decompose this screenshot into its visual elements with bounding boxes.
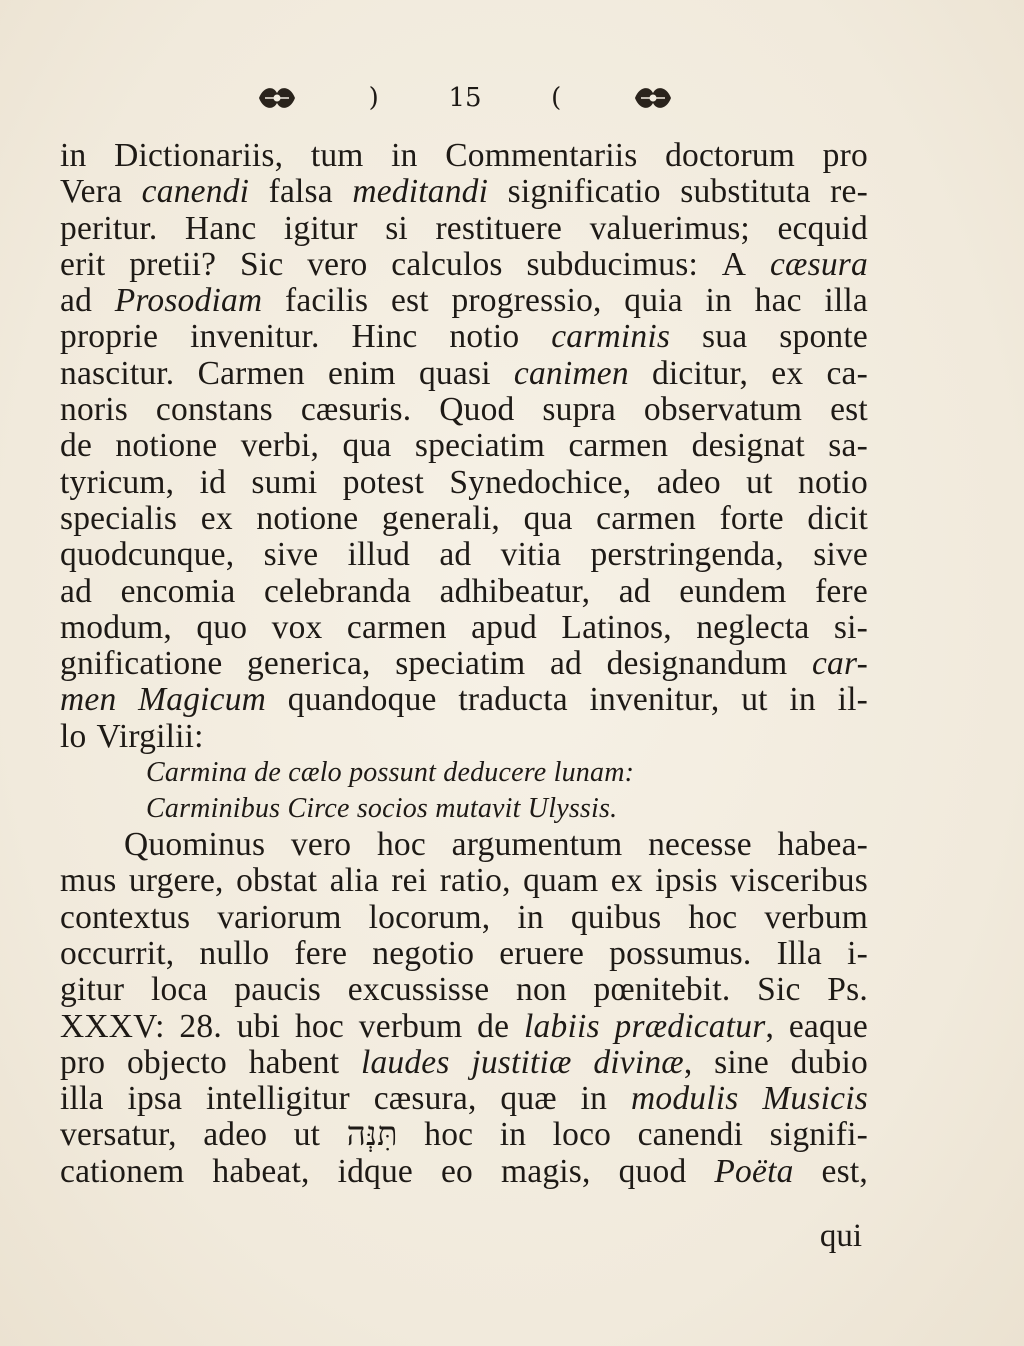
word: ubi [236, 1007, 281, 1045]
word: gitur [60, 971, 125, 1009]
word: i- [847, 934, 868, 972]
word: facilis [285, 282, 369, 320]
word: il- [837, 681, 868, 719]
word: si [385, 209, 408, 247]
word: sive [813, 536, 868, 574]
word: idque [337, 1152, 413, 1190]
word: eruere [499, 934, 585, 972]
word: ad [60, 282, 93, 320]
word: men [60, 681, 117, 719]
word: cæsura [769, 245, 868, 283]
word: carminis [551, 318, 671, 356]
word: Magicum [138, 681, 267, 719]
text-line [60, 574, 868, 610]
word: ad [60, 572, 93, 610]
word: pretii? [129, 245, 217, 283]
word: Poëta [714, 1152, 794, 1190]
word: generica, [246, 645, 371, 683]
word: speciatim [395, 645, 526, 683]
word: visceribus [730, 862, 868, 900]
word: תִּנְּה [346, 1116, 398, 1154]
word: in [705, 282, 732, 320]
word: hoc [294, 1007, 344, 1045]
word: dicitur, [651, 354, 749, 392]
word: quandoque [287, 681, 437, 719]
text-line [60, 1154, 868, 1190]
paragraph-two [60, 827, 868, 1190]
word: argumentum [451, 826, 623, 864]
word: dubio [790, 1043, 868, 1081]
word: notione [256, 499, 359, 537]
word: specialis [60, 499, 178, 537]
word: si- [833, 608, 868, 646]
word: lo [60, 717, 87, 755]
word: ca- [826, 354, 868, 392]
word: hac [754, 282, 802, 320]
word: neglecta [696, 608, 810, 646]
word: illa [824, 282, 868, 320]
verse-quotation [60, 755, 868, 827]
word: ratio, [439, 862, 511, 900]
text-line [60, 900, 868, 936]
word: Vera [60, 173, 123, 211]
word: ipsis [655, 862, 718, 900]
word: enim [328, 354, 396, 392]
text-line [60, 501, 868, 537]
word: perstringenda, [590, 536, 784, 574]
word: occurrit, [60, 934, 175, 972]
word: pro [822, 137, 868, 174]
word: hoc [376, 826, 426, 864]
word: labiis [524, 1007, 600, 1045]
word: in [499, 1116, 527, 1154]
word: in [60, 137, 87, 174]
word: cæsuris. [300, 391, 412, 429]
word: nascitur. [60, 354, 175, 392]
word: restituere [435, 209, 563, 247]
word: de [60, 427, 93, 465]
text-line [60, 719, 868, 755]
word: Prosodiam [114, 282, 263, 320]
page-header [255, 78, 675, 118]
word: ut [293, 1116, 321, 1154]
word: encomia [120, 572, 236, 610]
word: quibus [570, 898, 662, 936]
text-line [60, 283, 868, 319]
catchword: qui [819, 1218, 862, 1254]
word: vero [290, 826, 352, 864]
word: hoc [688, 898, 738, 936]
word: valuerimus; [589, 209, 750, 247]
word: ut [746, 463, 773, 501]
word: id [199, 463, 227, 501]
word: re- [830, 173, 868, 211]
word: justitiæ [471, 1043, 572, 1081]
word: adhibeatur, [439, 572, 591, 610]
word: ex [771, 354, 804, 392]
text-line [60, 247, 868, 283]
word: locorum, [368, 898, 491, 936]
word: supra [542, 391, 616, 429]
word: significatio [507, 173, 661, 211]
word: proprie [60, 318, 159, 356]
word: eo [440, 1152, 474, 1190]
word: Hanc [184, 209, 257, 247]
text-line [60, 1117, 868, 1153]
word: forte [719, 499, 784, 537]
word: adeo [656, 463, 721, 501]
word: Hinc [351, 318, 418, 356]
verse-line: Carmina de cælo possunt deducere lunam: [146, 757, 635, 789]
text-line [60, 428, 868, 464]
text-line [60, 827, 868, 863]
word: invenitur, [589, 681, 720, 719]
text-line [60, 646, 868, 682]
word: intelligitur [206, 1080, 350, 1118]
text-line [60, 174, 868, 210]
word: sua [702, 318, 748, 356]
verse-line: Carminibus Circe socios mutavit Ulyssis. [146, 793, 618, 825]
word: quodcunque, [60, 536, 235, 574]
text-line [60, 319, 868, 355]
word: ipsa [127, 1080, 183, 1118]
word: verbum [764, 898, 868, 936]
word: non [516, 971, 567, 1009]
word: quia [624, 282, 683, 320]
word: Synedochice, [449, 463, 632, 501]
word: calculos [391, 245, 503, 283]
text-line [60, 1081, 868, 1117]
word: de [477, 1007, 510, 1045]
word: meditandi [352, 173, 489, 211]
word: sine [714, 1043, 769, 1081]
word: subducimus: [526, 245, 699, 283]
word: obstat [236, 862, 318, 900]
word: notio [449, 318, 520, 356]
word: verbum [358, 1007, 463, 1045]
word: ecquid [777, 209, 868, 247]
word: car- [811, 645, 868, 683]
word: Sic [239, 245, 284, 283]
word: canendi [637, 1116, 744, 1154]
word: Musicis [762, 1080, 868, 1118]
word: Illa [776, 934, 823, 972]
word: ad [439, 536, 472, 574]
word: contextus [60, 898, 191, 936]
word: celebranda [263, 572, 412, 610]
word: pro [60, 1043, 106, 1081]
word: paucis [234, 971, 322, 1009]
word: loca [150, 971, 208, 1009]
word: potest [342, 463, 424, 501]
text-line [60, 356, 868, 392]
word: in [789, 681, 816, 719]
word: canendi [141, 173, 250, 211]
word: doctorum [665, 137, 796, 174]
word: Ps. [827, 971, 868, 1009]
word: ex [610, 862, 643, 900]
word: quam [523, 862, 599, 900]
word: rei [391, 862, 428, 900]
word: divinæ, [593, 1043, 693, 1081]
word: Latinos, [561, 608, 672, 646]
word: fere [815, 572, 868, 610]
paragraph-one [60, 138, 868, 755]
word: variorum [217, 898, 342, 936]
word: quo [196, 608, 248, 646]
word: invenitur. [190, 318, 320, 356]
text-line [60, 936, 868, 972]
word: notio [798, 463, 868, 501]
word: Carmen [197, 354, 305, 392]
word: sa- [828, 427, 868, 465]
word: necesse [648, 826, 752, 864]
word: magis, [501, 1152, 591, 1190]
text-line [60, 863, 868, 899]
word: designandum [606, 645, 788, 683]
text-line [60, 465, 868, 501]
word: A [721, 245, 747, 283]
word: vero [307, 245, 368, 283]
word: tyricum, [60, 463, 175, 501]
body-text [60, 138, 868, 1190]
word: ut [741, 681, 768, 719]
text-line [60, 1045, 868, 1081]
word: 28. [179, 1007, 222, 1045]
word: vitia [500, 536, 562, 574]
word: quæ [500, 1080, 557, 1118]
word: possumus. [609, 934, 752, 972]
word: laudes [360, 1043, 450, 1081]
page-number: 15 [448, 83, 482, 113]
word: speciatim [414, 427, 546, 465]
word: substituta [680, 173, 811, 211]
word: eundem [679, 572, 787, 610]
word: XXXV: [60, 1007, 165, 1045]
word: nullo [199, 934, 270, 972]
word: Commentariis [445, 137, 638, 174]
word: signifi- [769, 1116, 868, 1154]
word: erit [60, 245, 106, 283]
word: carmen [346, 608, 447, 646]
word: in [580, 1080, 608, 1118]
word: Sic [757, 971, 801, 1009]
word: mus [60, 862, 117, 900]
text-line [60, 610, 868, 646]
word: constans [155, 391, 273, 429]
word: sponte [779, 318, 868, 356]
word: Quod [439, 391, 515, 429]
word: cæsura, [373, 1080, 477, 1118]
word: Quominus [124, 826, 266, 864]
word: Dictionariis, [114, 137, 284, 174]
word: observatum [643, 391, 803, 429]
word: falsa [268, 173, 333, 211]
word: gnificatione [60, 645, 223, 683]
word: fere [294, 934, 348, 972]
word: ex [200, 499, 233, 537]
text-line [60, 537, 868, 573]
word: apud [471, 608, 537, 646]
left-fleuron-icon [255, 81, 299, 115]
right-fleuron-icon [631, 81, 675, 115]
word: noris [60, 391, 128, 429]
word: modulis [630, 1080, 739, 1118]
word: eaque [788, 1007, 868, 1045]
word: illa [60, 1080, 104, 1118]
header-bracket-right: ( [551, 83, 562, 113]
word: verbi, [240, 427, 320, 465]
word: prædicatur, [614, 1007, 775, 1045]
word: modum, [60, 608, 172, 646]
word: loco [552, 1116, 612, 1154]
word: illud [347, 536, 411, 574]
word: habea- [777, 826, 868, 864]
word: est [390, 282, 429, 320]
text-line [60, 211, 868, 247]
word: cationem [60, 1152, 185, 1190]
text-line [60, 972, 868, 1008]
word: quod [618, 1152, 687, 1190]
word: igitur [283, 209, 358, 247]
word: versatur, [60, 1116, 177, 1154]
word: quasi [418, 354, 491, 392]
text-line [60, 392, 868, 428]
word: excussisse [347, 971, 490, 1009]
word: canimen [513, 354, 629, 392]
word: habeat, [212, 1152, 310, 1190]
word: urgere, [128, 862, 224, 900]
word: ad [549, 645, 582, 683]
text-line [60, 682, 868, 718]
word: sive [263, 536, 319, 574]
text-line [60, 1009, 868, 1045]
word: carmen [596, 499, 696, 537]
word: peritur. [60, 209, 158, 247]
word: est, [821, 1152, 868, 1190]
text-line [60, 138, 868, 174]
word: in [517, 898, 544, 936]
word: habent [248, 1043, 340, 1081]
word: adeo [203, 1116, 268, 1154]
word: objecto [126, 1043, 227, 1081]
word: hoc [424, 1116, 474, 1154]
word: tum [310, 137, 364, 174]
word: dicit [807, 499, 868, 537]
word: vox [271, 608, 323, 646]
header-bracket-left: ) [368, 83, 379, 113]
word: qua [523, 499, 573, 537]
word: ad [618, 572, 651, 610]
word: qua [342, 427, 392, 465]
word: notione [115, 427, 218, 465]
word: sumi [251, 463, 318, 501]
word: alia [329, 862, 379, 900]
word: est [830, 391, 868, 429]
word: Virgilii: [96, 717, 204, 755]
word: carmen [568, 427, 669, 465]
word: progressio, [451, 282, 602, 320]
word: generali, [381, 499, 500, 537]
word: in [391, 137, 418, 174]
word: pœnitebit. [593, 971, 731, 1009]
word: traducta [458, 681, 568, 719]
word: negotio [372, 934, 475, 972]
word: designat [691, 427, 805, 465]
